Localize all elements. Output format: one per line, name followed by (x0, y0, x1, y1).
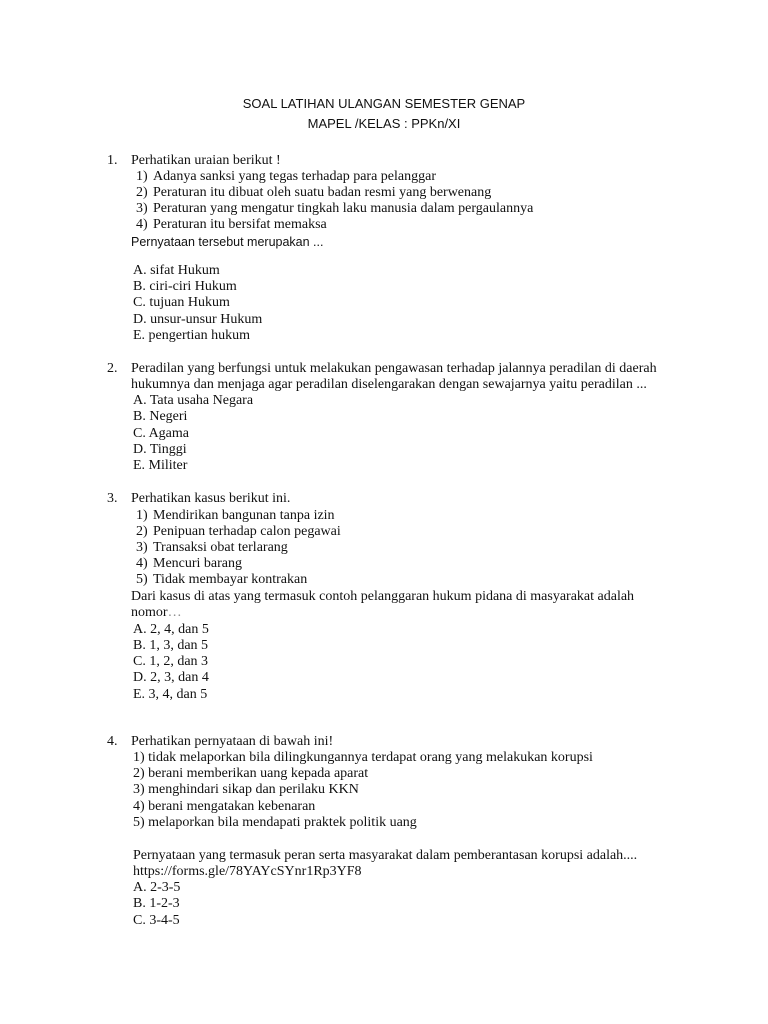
question-4-item: 1) tidak melaporkan bila dilingkungannya terdapat orang yang melakukan korupsi (133, 750, 593, 765)
question-4-item: 5) melaporkan bila mendapati praktek politik uang (133, 815, 417, 830)
question-1-text: Perhatikan uraian berikut ! (131, 153, 281, 168)
question-2-option: E. Militer (133, 458, 188, 473)
question-1-option: C. tujuan Hukum (133, 295, 230, 310)
question-1-prompt: Pernyataan tersebut merupakan ... (131, 235, 324, 249)
question-1-option: D. unsur-unsur Hukum (133, 312, 263, 327)
question-1-item: Adanya sanksi yang tegas terhadap para pelanggar (153, 169, 436, 184)
question-1-item-number: 1) (136, 169, 148, 184)
question-1-item-number: 4) (136, 217, 148, 232)
question-3-prompt-word: nomor (131, 605, 168, 620)
question-2-text-continued: hukumnya dan menjaga agar peradilan diselengarakan dengan sewajarnya yaitu peradilan ... (131, 377, 647, 392)
form-link[interactable]: https://forms.gle/78YAYcSYnr1Rp3YF8 (133, 864, 362, 879)
question-3-number: 3. (107, 491, 118, 506)
question-3-item-number: 4) (136, 556, 148, 571)
question-2-option: B. Negeri (133, 409, 188, 424)
question-2-text: Peradilan yang berfungsi untuk melakukan pengawasan terhadap jalannya peradilan di daerah (131, 361, 657, 376)
question-1-item-number: 2) (136, 185, 148, 200)
question-3-item-number: 3) (136, 540, 148, 555)
question-3-item-number: 5) (136, 572, 148, 587)
question-3-item: Mendirikan bangunan tanpa izin (153, 508, 335, 523)
question-3-prompt-continued (131, 605, 182, 621)
question-3-item-number: 1) (136, 508, 148, 523)
question-4-prompt: Pernyataan yang termasuk peran serta masyarakat dalam pemberantasan korupsi adalah.... (133, 848, 638, 863)
question-1-item-number: 3) (136, 201, 148, 216)
page-title: SOAL LATIHAN ULANGAN SEMESTER GENAP (242, 96, 526, 111)
question-4-number: 4. (107, 734, 118, 749)
page-subtitle: MAPEL /KELAS : PPKn/XI (307, 116, 461, 131)
question-2-option: D. Tinggi (133, 442, 187, 457)
question-4-option: A. 2-3-5 (133, 880, 181, 895)
question-1-item: Peraturan itu bersifat memaksa (153, 217, 327, 232)
question-3-item: Transaksi obat terlarang (153, 540, 288, 555)
question-4-option: B. 1-2-3 (133, 896, 180, 911)
question-2-option: C. Agama (133, 426, 189, 441)
question-4-item: 2) berani memberikan uang kepada aparat (133, 766, 369, 781)
question-1-item: Peraturan itu dibuat oleh suatu badan resmi yang berwenang (153, 185, 492, 200)
question-1-number: 1. (107, 153, 118, 168)
question-3-item: Mencuri barang (153, 556, 243, 571)
question-1-item: Peraturan yang mengatur tingkah laku manusia dalam pergaulannya (153, 201, 534, 216)
question-3-option: D. 2, 3, dan 4 (133, 670, 209, 685)
question-3-option: A. 2, 4, dan 5 (133, 622, 209, 637)
question-3-text: Perhatikan kasus berikut ini. (131, 491, 291, 506)
question-3-item-number: 2) (136, 524, 148, 539)
question-3-item: Penipuan terhadap calon pegawai (153, 524, 341, 539)
question-1-option: B. ciri-ciri Hukum (133, 279, 237, 294)
question-3-prompt: Dari kasus di atas yang termasuk contoh pelanggaran hukum pidana di masyarakat adalah (131, 589, 635, 604)
question-4-item: 3) menghindari sikap dan perilaku KKN (133, 782, 359, 797)
question-3-ellipsis: … (167, 605, 182, 620)
question-1-option: A. sifat Hukum (133, 263, 220, 278)
question-3-option: B. 1, 3, dan 5 (133, 638, 209, 653)
question-3-option: E. 3, 4, dan 5 (133, 687, 208, 702)
question-4-option: C. 3-4-5 (133, 913, 180, 928)
question-3-option: C. 1, 2, dan 3 (133, 654, 209, 669)
question-2-number: 2. (107, 361, 118, 376)
question-3-item: Tidak membayar kontrakan (153, 572, 308, 587)
question-4-text: Perhatikan pernyataan di bawah ini! (131, 734, 334, 749)
question-1-option: E. pengertian hukum (133, 328, 251, 343)
question-2-option: A. Tata usaha Negara (133, 393, 254, 408)
question-4-item: 4) berani mengatakan kebenaran (133, 799, 316, 814)
